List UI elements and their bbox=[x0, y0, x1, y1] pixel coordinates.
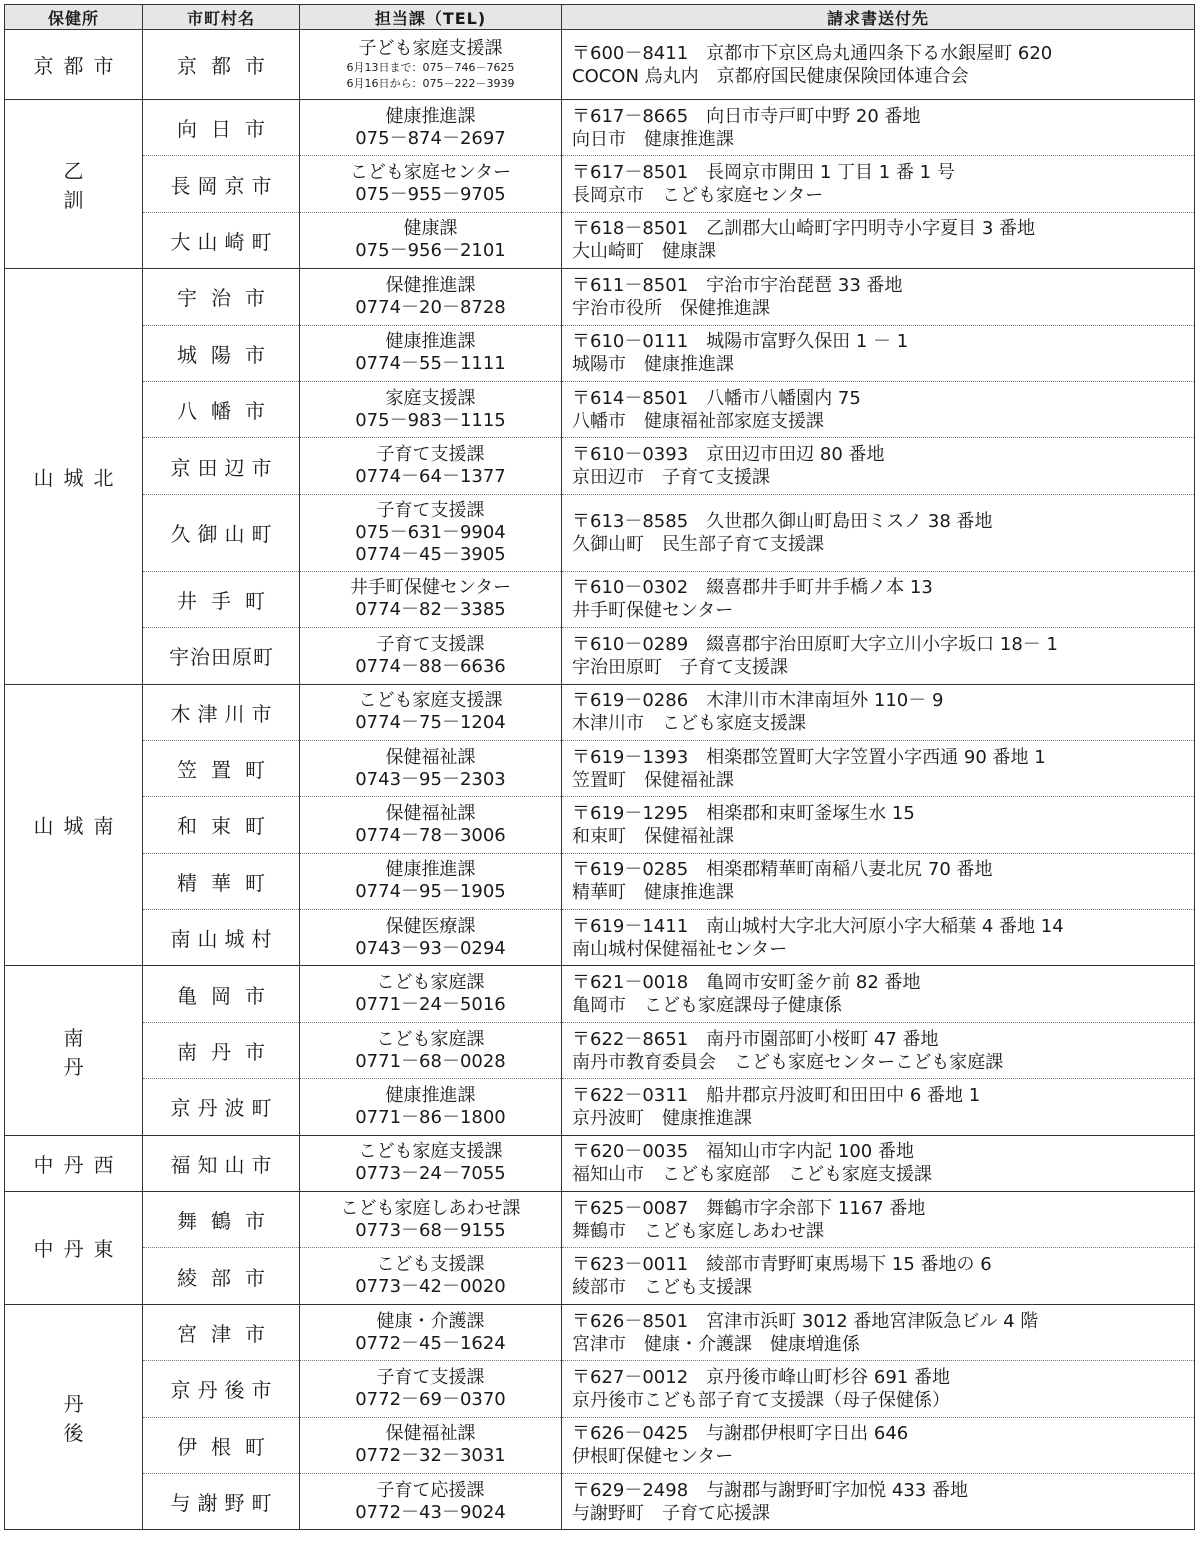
phone-number: 0772－45－1624 bbox=[355, 1332, 506, 1354]
billing-address-cell bbox=[562, 1304, 1195, 1360]
recipient-name: 南丹市教育委員会 こども家庭センターこども家庭課 bbox=[572, 1051, 1004, 1073]
municipality-cell: 城陽市 bbox=[143, 325, 300, 381]
table-row bbox=[5, 571, 1195, 627]
phone-number: 0774－75－1204 bbox=[355, 712, 506, 734]
department-name: 家庭支援課 bbox=[385, 387, 476, 409]
department-name: 子育て支援課 bbox=[376, 1366, 485, 1388]
billing-address-cell bbox=[562, 100, 1195, 156]
department-name: 保健福祉課 bbox=[385, 1423, 476, 1445]
postal-address: 〒619－1295 相楽郡和束町釜塚生水 15 bbox=[572, 802, 915, 824]
recipient-name: 井手町保健センター bbox=[572, 600, 734, 622]
postal-address: 〒600－8411 京都市下京区烏丸通四条下る水銀屋町 620 bbox=[572, 42, 1053, 64]
billing-address-cell bbox=[562, 684, 1195, 740]
billing-address-cell bbox=[562, 269, 1195, 325]
postal-address: 〒620－0035 福知山市字内記 100 番地 bbox=[572, 1141, 914, 1163]
postal-address: 〒622－8651 南丹市園部町小桜町 47 番地 bbox=[572, 1028, 939, 1050]
department-cell bbox=[300, 1417, 562, 1473]
table-row bbox=[5, 797, 1195, 853]
phone-number: 0774－95－1905 bbox=[355, 881, 506, 903]
table-row bbox=[5, 1135, 1195, 1191]
department-name: こども家庭支援課 bbox=[358, 1141, 503, 1163]
billing-address-cell bbox=[562, 494, 1195, 571]
table-row bbox=[5, 100, 1195, 156]
recipient-name: 舞鶴市 こども家庭しあわせ課 bbox=[572, 1220, 824, 1242]
phone-number: 0773－42－0020 bbox=[355, 1276, 506, 1298]
phone-number: 0772－32－3031 bbox=[355, 1445, 506, 1467]
phone-number: 0774－20－8728 bbox=[355, 296, 506, 318]
postal-address: 〒626－0425 与謝郡伊根町字日出 646 bbox=[572, 1423, 909, 1445]
table-row bbox=[5, 212, 1195, 268]
table-row bbox=[5, 628, 1195, 684]
department-cell bbox=[300, 628, 562, 684]
table-header-row bbox=[5, 5, 1195, 30]
department-cell bbox=[300, 910, 562, 966]
department-cell bbox=[300, 269, 562, 325]
postal-address: 〒619－0286 木津川市木津南垣外 110－ 9 bbox=[572, 690, 944, 712]
billing-address-cell bbox=[562, 381, 1195, 437]
phone-number: 0743－93－0294 bbox=[355, 937, 506, 959]
recipient-name: 八幡市 健康福祉部家庭支援課 bbox=[572, 410, 824, 432]
billing-address-cell bbox=[562, 1079, 1195, 1135]
recipient-name: 与謝野町 子育て応援課 bbox=[572, 1502, 770, 1524]
department-cell bbox=[300, 381, 562, 437]
department-cell bbox=[300, 100, 562, 156]
department-name: こども支援課 bbox=[376, 1254, 485, 1276]
municipality-cell: 宇治田原町 bbox=[143, 628, 300, 684]
phone-number: 075－874－2697 bbox=[355, 127, 506, 149]
department-name: 健康課 bbox=[403, 218, 458, 240]
municipality-cell: 京丹波町 bbox=[143, 1079, 300, 1135]
billing-address-cell bbox=[562, 1192, 1195, 1248]
table-row bbox=[5, 1361, 1195, 1417]
municipality-cell: 福知山市 bbox=[143, 1135, 300, 1191]
header-health-center: 保健所 bbox=[5, 5, 143, 30]
department-name: 子育て応援課 bbox=[376, 1479, 485, 1501]
table-row bbox=[5, 494, 1195, 571]
table-row bbox=[5, 156, 1195, 212]
municipality-cell: 宇治市 bbox=[143, 269, 300, 325]
municipality-cell: 舞鶴市 bbox=[143, 1192, 300, 1248]
billing-address-cell bbox=[562, 853, 1195, 909]
municipality-cell: 大山崎町 bbox=[143, 212, 300, 268]
recipient-name: 亀岡市 こども家庭課母子健康係 bbox=[572, 995, 842, 1017]
municipality-cell: 綾部市 bbox=[143, 1248, 300, 1304]
table-row bbox=[5, 30, 1195, 100]
phone-number: 0774－55－1111 bbox=[355, 353, 506, 375]
health-center-cell: 南 丹 bbox=[5, 966, 143, 1135]
postal-address: 〒618－8501 乙訓郡大山崎町字円明寺小字夏目 3 番地 bbox=[572, 218, 1036, 240]
health-center-cell: 丹 後 bbox=[5, 1304, 143, 1530]
recipient-name: 京丹後市こども部子育て支援課（母子保健係） bbox=[572, 1389, 950, 1411]
postal-address: 〒626－8501 宮津市浜町 3012 番地宮津阪急ビル 4 階 bbox=[572, 1310, 1039, 1332]
table-row bbox=[5, 1248, 1195, 1304]
department-cell bbox=[300, 966, 562, 1022]
recipient-name: 宇治市役所 保健推進課 bbox=[572, 297, 770, 319]
department-cell bbox=[300, 1135, 562, 1191]
phone-number: 0772－43－9024 bbox=[355, 1501, 506, 1523]
municipality-cell: 南丹市 bbox=[143, 1022, 300, 1078]
municipality-cell: 伊根町 bbox=[143, 1417, 300, 1473]
department-cell bbox=[300, 797, 562, 853]
department-name: 健康推進課 bbox=[385, 331, 476, 353]
postal-address: 〒629－2498 与謝郡与謝野町字加悦 433 番地 bbox=[572, 1479, 968, 1501]
municipality-cell: 南山城村 bbox=[143, 910, 300, 966]
phone-number: 0771－86－1800 bbox=[355, 1106, 506, 1128]
municipality-cell: 京都市 bbox=[143, 30, 300, 100]
recipient-name: 綾部市 こども支援課 bbox=[572, 1277, 752, 1299]
postal-address: 〒611－8501 宇治市宇治琵琶 33 番地 bbox=[572, 274, 903, 296]
billing-address-cell bbox=[562, 571, 1195, 627]
department-cell bbox=[300, 156, 562, 212]
billing-address-cell bbox=[562, 325, 1195, 381]
municipality-cell: 与謝野町 bbox=[143, 1473, 300, 1529]
department-name: 健康推進課 bbox=[385, 105, 476, 127]
postal-address: 〒610－0393 京田辺市田辺 80 番地 bbox=[572, 444, 885, 466]
department-cell bbox=[300, 1079, 562, 1135]
health-center-cell: 京都市 bbox=[5, 30, 143, 100]
billing-address-cell bbox=[562, 740, 1195, 796]
table-row bbox=[5, 853, 1195, 909]
phone-note: 6月13日まで：075－746－7625 bbox=[346, 60, 515, 74]
postal-address: 〒619－0285 相楽郡精華町南稲八妻北尻 70 番地 bbox=[572, 859, 993, 881]
department-name: 子育て支援課 bbox=[376, 444, 485, 466]
municipality-cell: 精華町 bbox=[143, 853, 300, 909]
municipality-cell: 京田辺市 bbox=[143, 438, 300, 494]
phone-number: 0771－68－0028 bbox=[355, 1050, 506, 1072]
billing-address-cell bbox=[562, 1248, 1195, 1304]
phone-number: 0774－88－6636 bbox=[355, 655, 506, 677]
billing-address-cell bbox=[562, 1135, 1195, 1191]
department-cell bbox=[300, 684, 562, 740]
department-cell bbox=[300, 1022, 562, 1078]
table-row bbox=[5, 269, 1195, 325]
health-center-cell: 中丹東 bbox=[5, 1192, 143, 1305]
billing-address-cell bbox=[562, 438, 1195, 494]
table-row bbox=[5, 438, 1195, 494]
recipient-name: 長岡京市 こども家庭センター bbox=[572, 185, 824, 207]
municipality-cell: 向日市 bbox=[143, 100, 300, 156]
header-billing-address: 請求書送付先 bbox=[562, 5, 1195, 30]
billing-address-table bbox=[4, 4, 1195, 1530]
department-cell bbox=[300, 1192, 562, 1248]
table-row bbox=[5, 1473, 1195, 1529]
recipient-name: 福知山市 こども家庭部 こども家庭支援課 bbox=[572, 1164, 932, 1186]
postal-address: 〒627－0012 京丹後市峰山町杉谷 691 番地 bbox=[572, 1366, 950, 1388]
phone-number: 0773－24－7055 bbox=[355, 1163, 506, 1185]
department-cell bbox=[300, 1248, 562, 1304]
phone-number: 075－631－9904 bbox=[355, 521, 506, 543]
municipality-cell: 木津川市 bbox=[143, 684, 300, 740]
phone-number: 075－983－1115 bbox=[355, 409, 506, 431]
recipient-name: 京丹波町 健康推進課 bbox=[572, 1107, 752, 1129]
postal-address: 〒623－0011 綾部市青野町東馬場下 15 番地の 6 bbox=[572, 1254, 992, 1276]
department-cell bbox=[300, 438, 562, 494]
recipient-name: 和束町 保健福祉課 bbox=[572, 825, 734, 847]
header-municipality: 市町村名 bbox=[143, 5, 300, 30]
department-name: 子ども家庭支援課 bbox=[358, 37, 503, 59]
table-row bbox=[5, 1417, 1195, 1473]
billing-address-cell bbox=[562, 1022, 1195, 1078]
phone-number: 075－956－2101 bbox=[355, 240, 506, 262]
recipient-name: 南山城村保健福祉センター bbox=[572, 938, 788, 960]
recipient-name: 木津川市 こども家庭支援課 bbox=[572, 713, 806, 735]
department-cell bbox=[300, 494, 562, 571]
billing-address-cell bbox=[562, 910, 1195, 966]
recipient-name: 宇治田原町 子育て支援課 bbox=[572, 656, 788, 678]
recipient-name: 向日市 健康推進課 bbox=[572, 128, 734, 150]
table-row bbox=[5, 1304, 1195, 1360]
header-department: 担当課（TEL) bbox=[300, 5, 562, 30]
phone-number-alt: 0774－45－3905 bbox=[355, 543, 506, 565]
municipality-cell: 宮津市 bbox=[143, 1304, 300, 1360]
department-name: こども家庭課 bbox=[376, 972, 485, 994]
postal-address: 〒619－1393 相楽郡笠置町大字笠置小字西通 90 番地 1 bbox=[572, 746, 1046, 768]
postal-address: 〒610－0289 綴喜郡宇治田原町大字立川小字坂口 18－ 1 bbox=[572, 633, 1058, 655]
department-name: 保健福祉課 bbox=[385, 802, 476, 824]
recipient-name: 精華町 健康推進課 bbox=[572, 882, 734, 904]
department-cell bbox=[300, 1473, 562, 1529]
billing-address-cell bbox=[562, 1473, 1195, 1529]
health-center-cell: 山城北 bbox=[5, 269, 143, 684]
department-name: 井手町保健センター bbox=[349, 577, 512, 599]
billing-address-cell bbox=[562, 1361, 1195, 1417]
municipality-cell: 八幡市 bbox=[143, 381, 300, 437]
phone-note: 6月16日から：075－222－3939 bbox=[346, 76, 515, 90]
postal-address: 〒625－0087 舞鶴市字余部下 1167 番地 bbox=[572, 1197, 926, 1219]
postal-address: 〒617－8665 向日市寺戸町中野 20 番地 bbox=[572, 105, 921, 127]
table-body bbox=[5, 30, 1195, 1530]
postal-address: 〒617－8501 長岡京市開田 1 丁目 1 番 1 号 bbox=[572, 162, 955, 184]
recipient-name: 城陽市 健康推進課 bbox=[572, 354, 734, 376]
billing-address-cell bbox=[562, 797, 1195, 853]
postal-address: 〒613－8585 久世郡久御山町島田ミスノ 38 番地 bbox=[572, 510, 993, 532]
recipient-name: 伊根町保健センター bbox=[572, 1446, 734, 1468]
municipality-cell: 笠置町 bbox=[143, 740, 300, 796]
department-name: 保健医療課 bbox=[385, 915, 476, 937]
phone-number: 075－955－9705 bbox=[355, 184, 506, 206]
department-name: こども家庭支援課 bbox=[358, 690, 503, 712]
department-name: 子育て支援課 bbox=[376, 499, 485, 521]
phone-number: 0772－69－0370 bbox=[355, 1388, 506, 1410]
department-name: 子育て支援課 bbox=[376, 633, 485, 655]
municipality-cell: 井手町 bbox=[143, 571, 300, 627]
billing-address-cell bbox=[562, 628, 1195, 684]
billing-address-cell bbox=[562, 1417, 1195, 1473]
phone-number: 0743－95－2303 bbox=[355, 768, 506, 790]
department-cell bbox=[300, 853, 562, 909]
health-center-cell: 中丹西 bbox=[5, 1135, 143, 1191]
postal-address: 〒619－1411 南山城村大字北大河原小字大稲葉 4 番地 14 bbox=[572, 915, 1064, 937]
table-row bbox=[5, 1192, 1195, 1248]
recipient-name: COCON 烏丸内 京都府国民健康保険団体連合会 bbox=[572, 65, 969, 87]
department-name: 保健推進課 bbox=[385, 274, 476, 296]
municipality-cell: 亀岡市 bbox=[143, 966, 300, 1022]
department-cell bbox=[300, 740, 562, 796]
table-row bbox=[5, 1079, 1195, 1135]
recipient-name: 京田辺市 子育て支援課 bbox=[572, 467, 770, 489]
department-name: 健康・介護課 bbox=[376, 1310, 485, 1332]
table-row bbox=[5, 966, 1195, 1022]
department-name: こども家庭課 bbox=[376, 1028, 485, 1050]
recipient-name: 笠置町 保健福祉課 bbox=[572, 769, 734, 791]
health-center-cell: 乙 訓 bbox=[5, 100, 143, 269]
postal-address: 〒610－0302 綴喜郡井手町井手橋ノ本 13 bbox=[572, 577, 933, 599]
municipality-cell: 和束町 bbox=[143, 797, 300, 853]
department-name: 健康推進課 bbox=[385, 1084, 476, 1106]
postal-address: 〒614－8501 八幡市八幡園内 75 bbox=[572, 387, 861, 409]
department-cell bbox=[300, 1361, 562, 1417]
billing-address-cell bbox=[562, 156, 1195, 212]
municipality-cell: 久御山町 bbox=[143, 494, 300, 571]
municipality-cell: 京丹後市 bbox=[143, 1361, 300, 1417]
department-cell bbox=[300, 30, 562, 100]
table-row bbox=[5, 684, 1195, 740]
table-row bbox=[5, 910, 1195, 966]
department-cell bbox=[300, 212, 562, 268]
postal-address: 〒622－0311 船井郡京丹波町和田田中 6 番地 1 bbox=[572, 1084, 981, 1106]
department-cell bbox=[300, 325, 562, 381]
phone-number: 0774－78－3006 bbox=[355, 824, 506, 846]
billing-address-cell bbox=[562, 30, 1195, 100]
recipient-name: 久御山町 民生部子育て支援課 bbox=[572, 533, 824, 555]
postal-address: 〒621－0018 亀岡市安町釜ケ前 82 番地 bbox=[572, 972, 921, 994]
postal-address: 〒610－0111 城陽市富野久保田 1 － 1 bbox=[572, 331, 909, 353]
department-cell bbox=[300, 571, 562, 627]
table-row bbox=[5, 325, 1195, 381]
phone-number: 0774－82－3385 bbox=[355, 599, 506, 621]
health-center-cell: 山城南 bbox=[5, 684, 143, 966]
department-name: 健康推進課 bbox=[385, 859, 476, 881]
department-name: こども家庭センター bbox=[349, 162, 512, 184]
department-cell bbox=[300, 1304, 562, 1360]
recipient-name: 大山崎町 健康課 bbox=[572, 241, 716, 263]
recipient-name: 宮津市 健康・介護課 健康増進係 bbox=[572, 1333, 860, 1355]
department-name: こども家庭しあわせ課 bbox=[340, 1197, 521, 1219]
billing-address-cell bbox=[562, 212, 1195, 268]
table-row bbox=[5, 381, 1195, 437]
municipality-cell: 長岡京市 bbox=[143, 156, 300, 212]
phone-number: 0774－64－1377 bbox=[355, 466, 506, 488]
billing-address-cell bbox=[562, 966, 1195, 1022]
department-name: 保健福祉課 bbox=[385, 746, 476, 768]
phone-number: 0773－68－9155 bbox=[355, 1219, 506, 1241]
table-row bbox=[5, 740, 1195, 796]
phone-number: 0771－24－5016 bbox=[355, 994, 506, 1016]
table-row bbox=[5, 1022, 1195, 1078]
